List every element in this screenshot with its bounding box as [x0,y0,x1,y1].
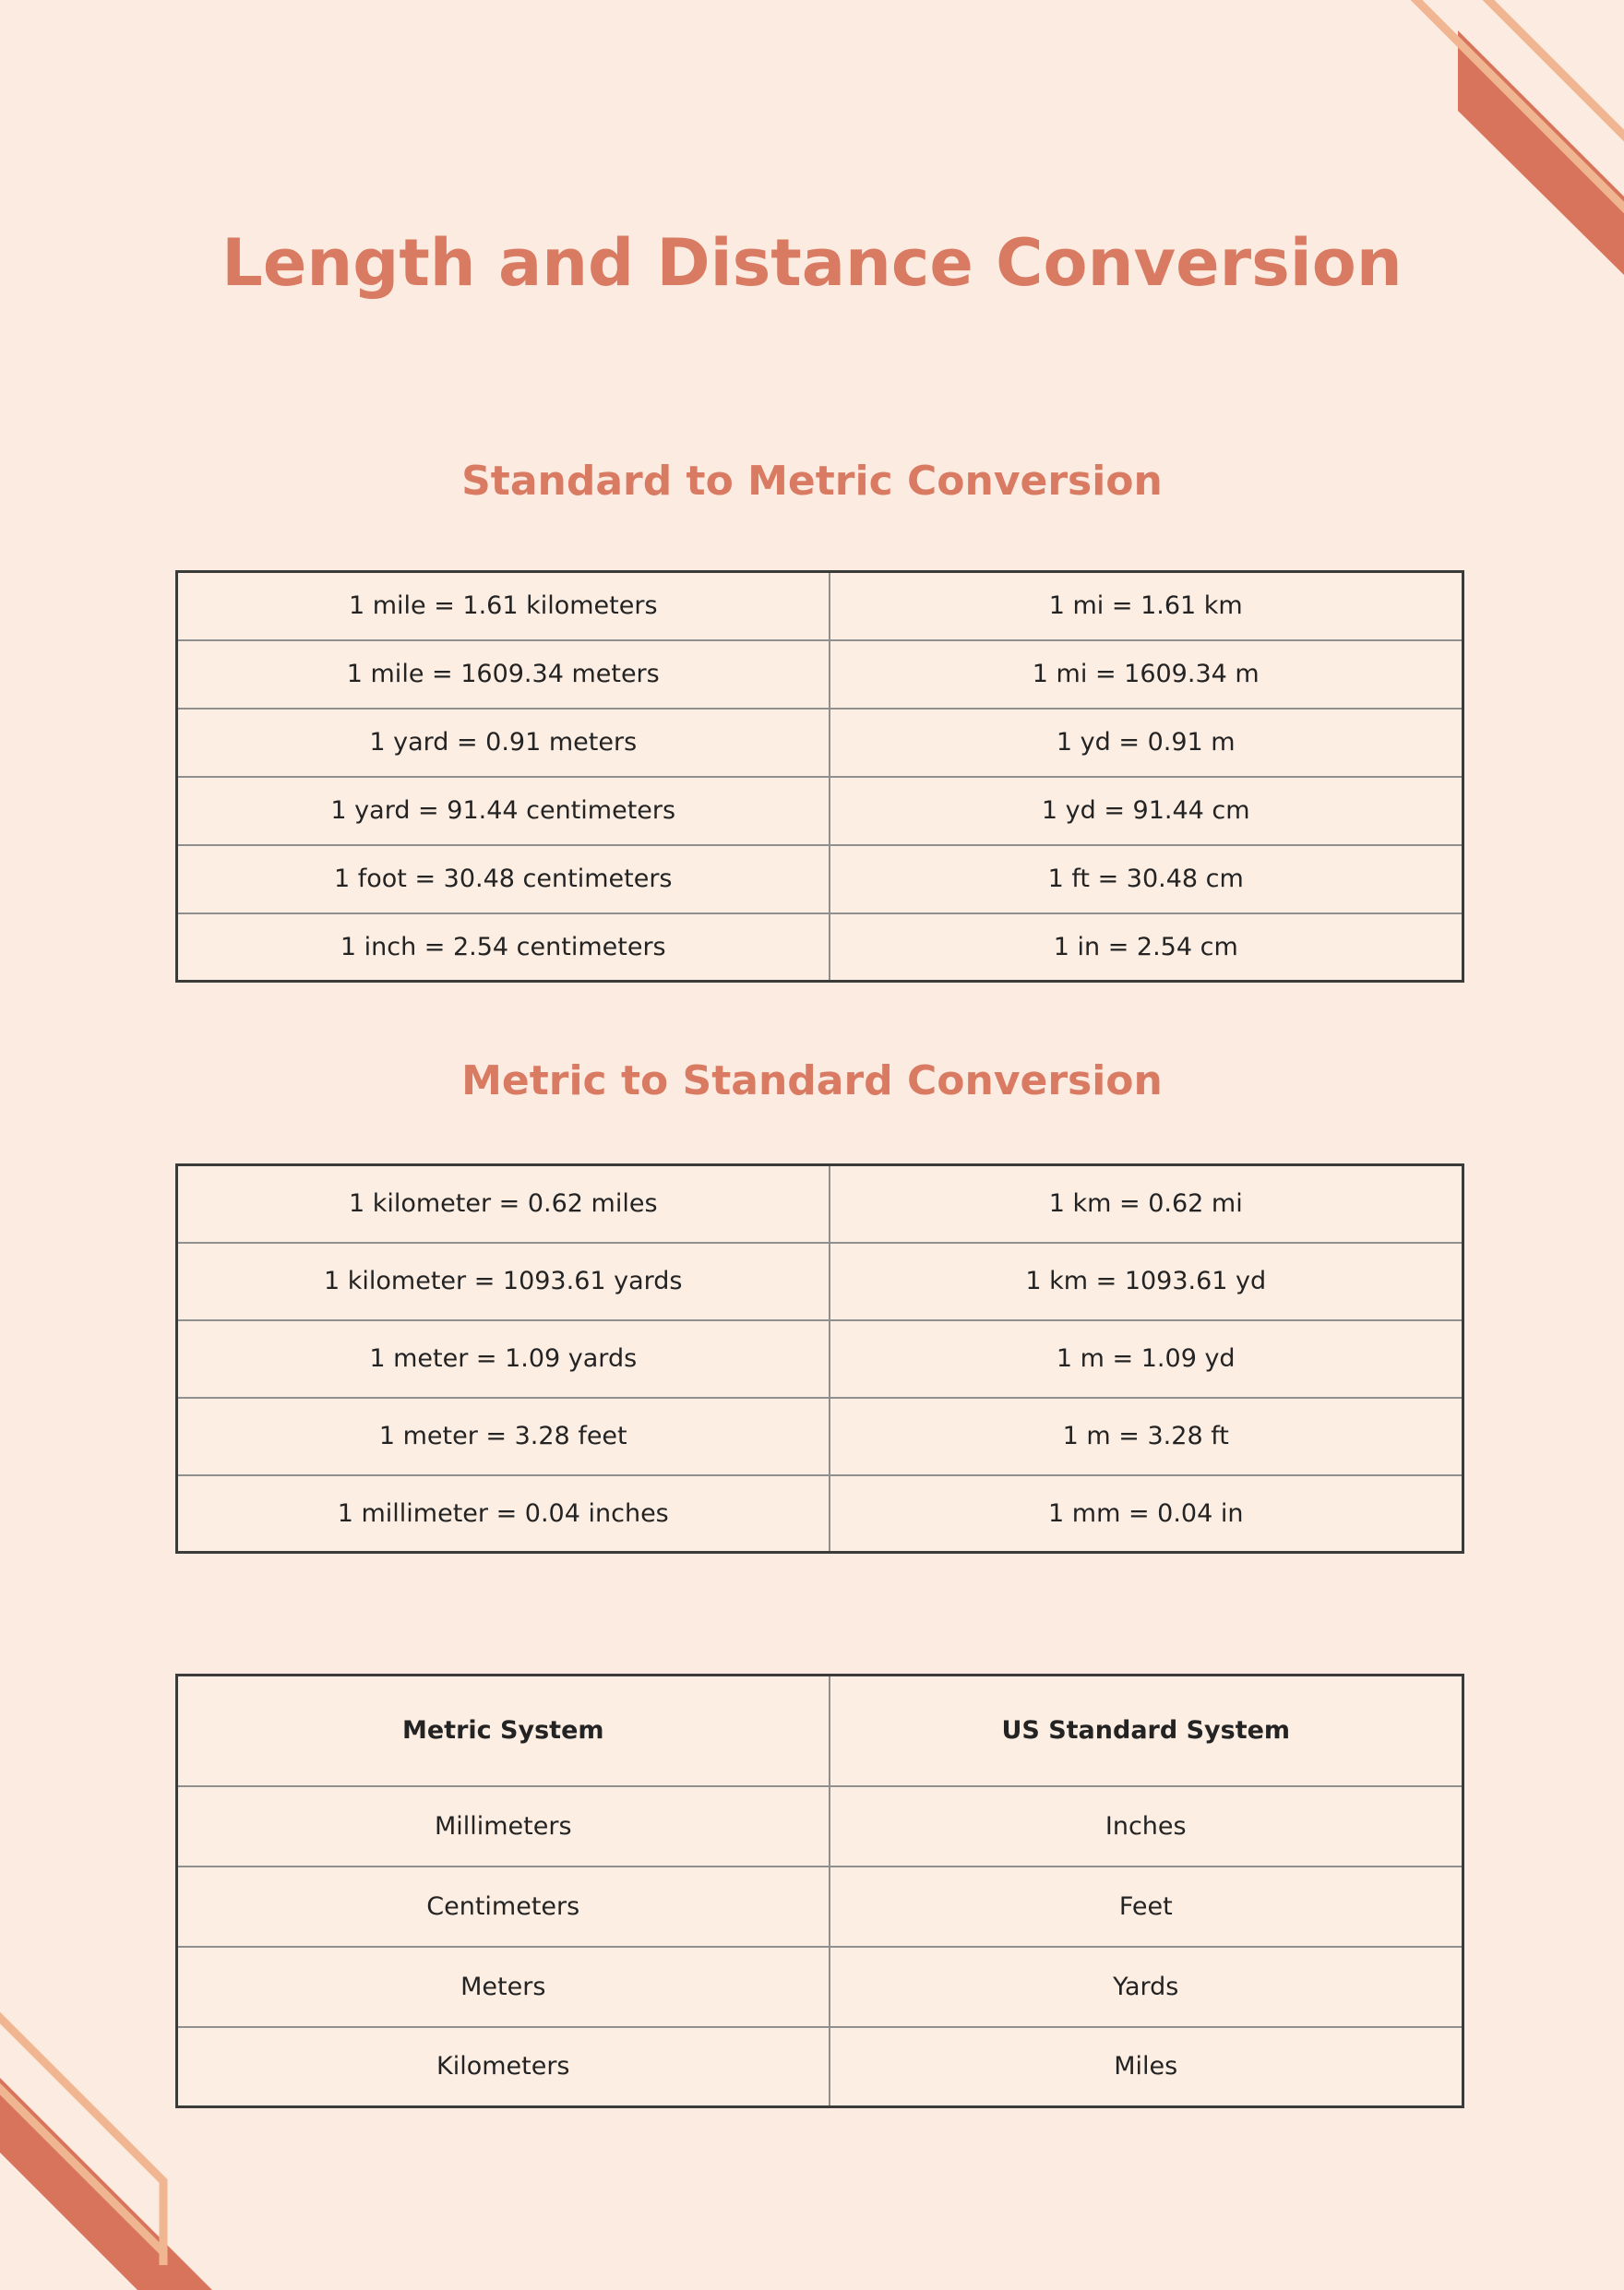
page-title: Length and Distance Conversion [221,225,1403,301]
table-row [177,1320,1463,1398]
table-row [177,572,1463,640]
us-standard-system-header: US Standard System [830,1676,1463,1786]
unit-cell: Feet [830,1867,1463,1947]
table-row [177,913,1463,982]
table-row [177,709,1463,777]
table-row [177,1867,1463,1947]
table-row [177,1786,1463,1867]
table-row [177,845,1463,913]
section-heading-standard-to-metric: Standard to Metric Conversion [461,458,1163,505]
conversion-cell: 1 mile = 1609.34 meters [177,640,830,709]
conversion-cell: 1 in = 2.54 cm [830,913,1463,982]
section-heading-metric-to-standard: Metric to Standard Conversion [461,1057,1163,1104]
table-header-row [177,1676,1463,1786]
conversion-cell: 1 m = 3.28 ft [830,1398,1463,1475]
unit-cell: Millimeters [177,1786,830,1867]
conversion-cell: 1 millimeter = 0.04 inches [177,1475,830,1553]
metric-system-header: Metric System [177,1676,830,1786]
table-row [177,1947,1463,2027]
conversion-cell: 1 inch = 2.54 centimeters [177,913,830,982]
conversion-cell: 1 meter = 1.09 yards [177,1320,830,1398]
unit-cell: Inches [830,1786,1463,1867]
table-row [177,640,1463,709]
conversion-cell: 1 kilometer = 0.62 miles [177,1165,830,1243]
conversion-cell: 1 yd = 91.44 cm [830,777,1463,845]
table-row [177,2027,1463,2107]
conversion-cell: 1 mile = 1.61 kilometers [177,572,830,640]
unit-cell: Centimeters [177,1867,830,1947]
table-row [177,1398,1463,1475]
conversion-cell: 1 mi = 1609.34 m [830,640,1463,709]
conversion-cell: 1 ft = 30.48 cm [830,845,1463,913]
conversion-cell: 1 m = 1.09 yd [830,1320,1463,1398]
conversion-cell: 1 mi = 1.61 km [830,572,1463,640]
systems-comparison-table [175,1674,1464,2108]
conversion-cell: 1 meter = 3.28 feet [177,1398,830,1475]
conversion-cell: 1 km = 0.62 mi [830,1165,1463,1243]
table-row [177,1243,1463,1320]
unit-cell: Miles [830,2027,1463,2107]
conversion-cell: 1 yd = 0.91 m [830,709,1463,777]
table-row [177,1475,1463,1553]
unit-cell: Yards [830,1947,1463,2027]
conversion-cell: 1 kilometer = 1093.61 yards [177,1243,830,1320]
standard-to-metric-table [175,570,1464,983]
unit-cell: Meters [177,1947,830,2027]
conversion-cell: 1 yard = 91.44 centimeters [177,777,830,845]
table-row [177,777,1463,845]
table-row [177,1165,1463,1243]
conversion-cell: 1 yard = 0.91 meters [177,709,830,777]
conversion-cell: 1 km = 1093.61 yd [830,1243,1463,1320]
metric-to-standard-table [175,1163,1464,1554]
unit-cell: Kilometers [177,2027,830,2107]
conversion-cell: 1 foot = 30.48 centimeters [177,845,830,913]
conversion-cell: 1 mm = 0.04 in [830,1475,1463,1553]
